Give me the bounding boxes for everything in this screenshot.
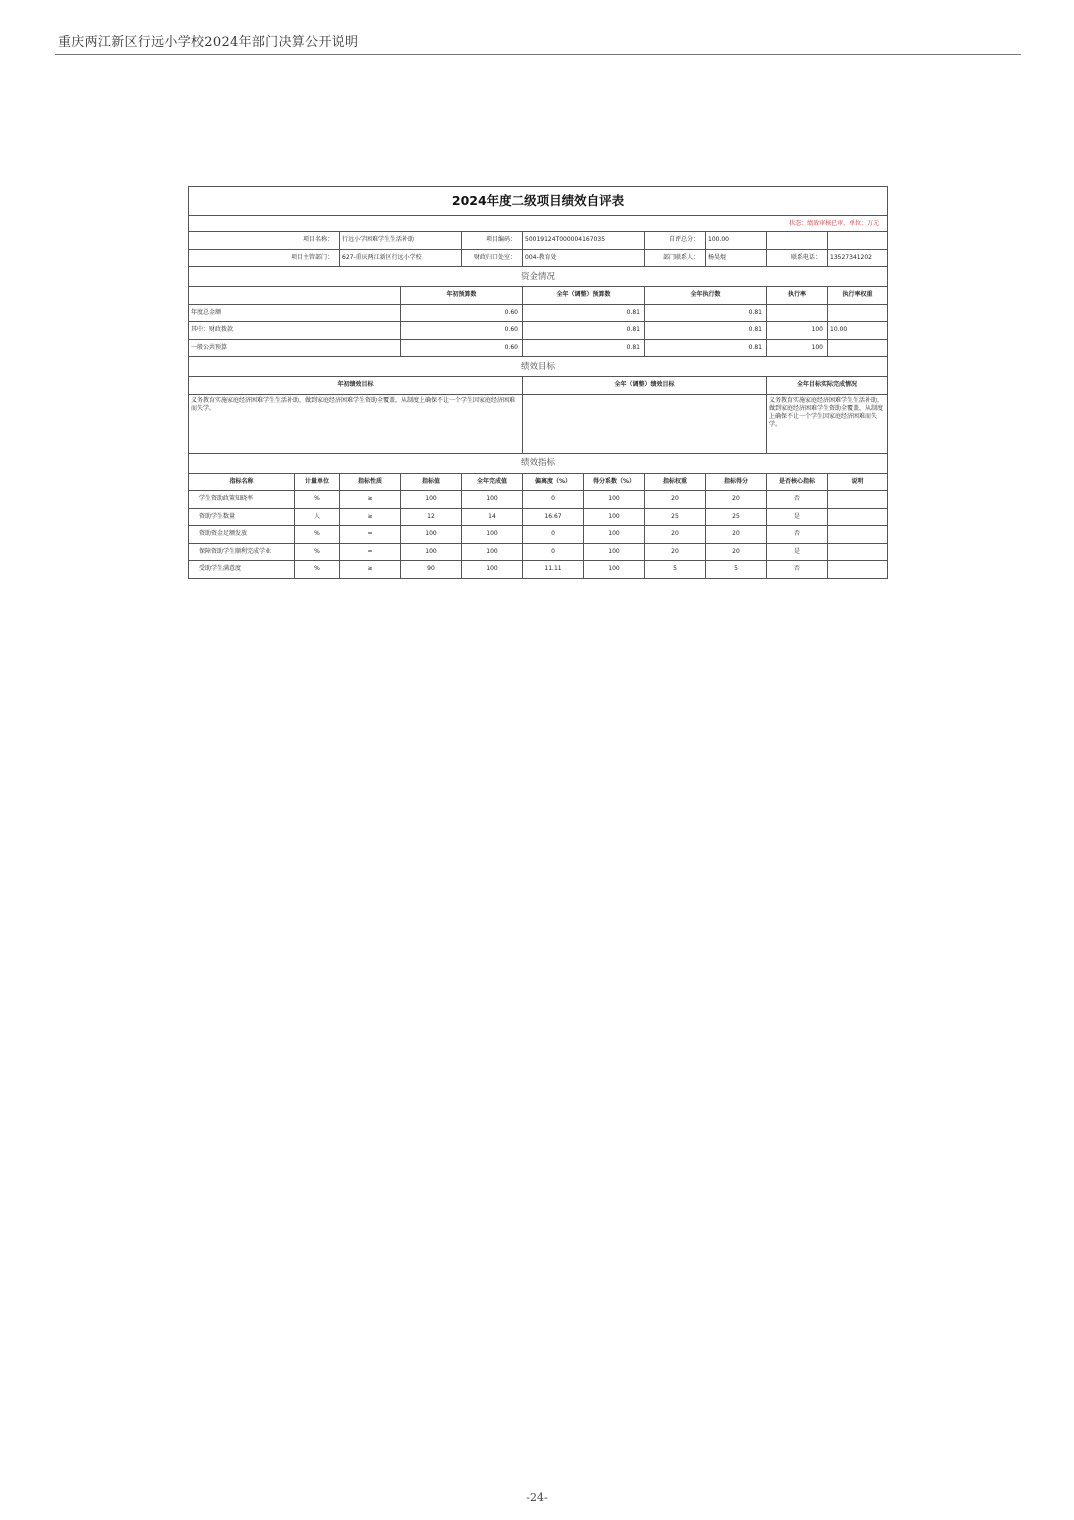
- goals-content-row: [189, 394, 888, 453]
- score-label: 自评总分：: [645, 232, 706, 250]
- indicator-nature: ≥: [340, 491, 401, 509]
- empty-cell: [767, 232, 828, 250]
- ind-col-target: 指标值: [401, 473, 462, 491]
- indicator-weight: 25: [645, 508, 706, 526]
- indicator-core: 否: [767, 526, 828, 544]
- funds-weight: 10.00: [828, 322, 888, 340]
- indicator-nature: ≥: [340, 508, 401, 526]
- indicator-actual: 100: [462, 491, 523, 509]
- indicator-deviation: 0: [523, 526, 584, 544]
- funds-adjusted: 0.81: [523, 304, 645, 322]
- project-name-value: 行远小学困难学生生活补助: [340, 232, 462, 250]
- indicator-target: 100: [401, 526, 462, 544]
- indicator-core: 否: [767, 561, 828, 579]
- indicator-deviation: 16.67: [523, 508, 584, 526]
- funds-row: [189, 339, 888, 357]
- goals-col-actual: 全年目标实际完成情况: [767, 377, 888, 395]
- funds-col-adjusted: 全年（调整）预算数: [523, 287, 645, 305]
- funds-col-executed: 全年执行数: [645, 287, 767, 305]
- empty-cell: [828, 232, 888, 250]
- funds-weight: [828, 304, 888, 322]
- indicator-score: 20: [706, 526, 767, 544]
- indicator-note: [828, 491, 888, 509]
- phone-label: 联系电话：: [767, 249, 828, 267]
- indicator-name: 资助学生数量: [189, 508, 295, 526]
- indicator-target: 100: [401, 543, 462, 561]
- indicator-actual: 100: [462, 526, 523, 544]
- indicator-name: 学生资助政策知晓率: [189, 491, 295, 509]
- ind-col-weight: 指标权重: [645, 473, 706, 491]
- indicator-weight: 5: [645, 561, 706, 579]
- dept-value: 627-重庆两江新区行远小学校: [340, 249, 462, 267]
- funds-rate: 100: [767, 339, 828, 357]
- funds-weight: [828, 339, 888, 357]
- page-number: -24-: [526, 1491, 548, 1504]
- indicator-name: 保障资助学生顺利完成学业: [189, 543, 295, 561]
- funds-col-rate: 执行率: [767, 287, 828, 305]
- page-header: 重庆两江新区行远小学校2024年部门决算公开说明: [58, 35, 359, 50]
- funds-col-initial: 年初预算数: [401, 287, 523, 305]
- indicator-row: [189, 526, 888, 544]
- indicator-deviation: 0: [523, 543, 584, 561]
- indicator-target: 12: [401, 508, 462, 526]
- ind-col-unit: 计量单位: [295, 473, 340, 491]
- funds-executed: 0.81: [645, 322, 767, 340]
- goals-col-adjusted: 全年（调整）绩效目标: [523, 377, 767, 395]
- office-value: 004-教育处: [523, 249, 645, 267]
- indicator-coef: 100: [584, 543, 645, 561]
- goals-section-header: 绩效目标: [189, 357, 888, 377]
- funds-rate: 100: [767, 322, 828, 340]
- indicator-nature: =: [340, 526, 401, 544]
- indicator-coef: 100: [584, 491, 645, 509]
- indicator-core: 否: [767, 491, 828, 509]
- indicator-score: 20: [706, 491, 767, 509]
- ind-col-name: 指标名称: [189, 473, 295, 491]
- indicator-note: [828, 508, 888, 526]
- indicator-row: [189, 543, 888, 561]
- indicator-note: [828, 543, 888, 561]
- indicator-deviation: 11.11: [523, 561, 584, 579]
- indicator-unit: %: [295, 561, 340, 579]
- indicator-target: 100: [401, 491, 462, 509]
- funds-row-name: 一般公共预算: [189, 339, 401, 357]
- ind-col-deviation: 偏离度（%）: [523, 473, 584, 491]
- funds-adjusted: 0.81: [523, 322, 645, 340]
- project-code-label: 项目编码：: [462, 232, 523, 250]
- goals-col-initial: 年初绩效目标: [189, 377, 523, 395]
- funds-row: [189, 304, 888, 322]
- empty-cell: [189, 287, 401, 305]
- indicator-weight: 20: [645, 491, 706, 509]
- indicator-core: 是: [767, 508, 828, 526]
- indicator-row: [189, 561, 888, 579]
- indicator-row: [189, 491, 888, 509]
- project-name-label: 项目名称：: [189, 232, 340, 250]
- funds-adjusted: 0.81: [523, 339, 645, 357]
- indicator-target: 90: [401, 561, 462, 579]
- funds-row-name: 其中：财政拨款: [189, 322, 401, 340]
- indicators-header-row: [189, 473, 888, 491]
- header-divider: [55, 54, 1021, 55]
- project-info-row-2: [189, 249, 888, 267]
- funds-row-name: 年度总金额: [189, 304, 401, 322]
- indicator-unit: %: [295, 491, 340, 509]
- status-line: 状态：绩效审核已审，单位：万元: [189, 216, 888, 232]
- ind-col-core: 是否核心指标: [767, 473, 828, 491]
- indicator-unit: %: [295, 543, 340, 561]
- contact-label: 部门联系人：: [645, 249, 706, 267]
- phone-value: 13527341202: [828, 249, 888, 267]
- indicator-core: 是: [767, 543, 828, 561]
- performance-self-evaluation-table: [188, 186, 888, 579]
- indicator-score: 5: [706, 561, 767, 579]
- ind-col-note: 说明: [828, 473, 888, 491]
- indicator-weight: 20: [645, 526, 706, 544]
- contact-value: 杨昊焜: [706, 249, 767, 267]
- indicator-row: [189, 508, 888, 526]
- goal-initial-text: 义务教育实施家庭经济困难学生生活补助，做到家庭经济困难学生资助全覆盖，从制度上确保不让一个学生因家庭经济困难而失学。: [189, 394, 523, 453]
- indicator-unit: %: [295, 526, 340, 544]
- indicator-coef: 100: [584, 561, 645, 579]
- funds-executed: 0.81: [645, 304, 767, 322]
- ind-col-score: 指标得分: [706, 473, 767, 491]
- funds-col-weight: 执行率权重: [828, 287, 888, 305]
- funds-row: [189, 322, 888, 340]
- indicators-section-header: 绩效指标: [189, 453, 888, 473]
- indicator-actual: 100: [462, 561, 523, 579]
- indicator-nature: =: [340, 543, 401, 561]
- ind-col-actual: 全年完成值: [462, 473, 523, 491]
- indicator-coef: 100: [584, 508, 645, 526]
- indicator-name: 受助学生满意度: [189, 561, 295, 579]
- dept-label: 项目主管部门：: [189, 249, 340, 267]
- indicator-actual: 14: [462, 508, 523, 526]
- funds-initial: 0.60: [401, 304, 523, 322]
- funds-initial: 0.60: [401, 322, 523, 340]
- indicator-nature: ≥: [340, 561, 401, 579]
- indicator-actual: 100: [462, 543, 523, 561]
- office-label: 财政归口处室：: [462, 249, 523, 267]
- indicator-score: 20: [706, 543, 767, 561]
- ind-col-nature: 指标性质: [340, 473, 401, 491]
- score-value: 100.00: [706, 232, 767, 250]
- indicator-score: 25: [706, 508, 767, 526]
- funds-rate: [767, 304, 828, 322]
- goals-header-row: [189, 377, 888, 395]
- funds-initial: 0.60: [401, 339, 523, 357]
- indicator-deviation: 0: [523, 491, 584, 509]
- indicator-weight: 20: [645, 543, 706, 561]
- funds-header-row: [189, 287, 888, 305]
- goal-actual-text: 义务教育实施家庭经济困难学生生活补助，做到家庭经济困难学生资助全覆盖，从制度上确保不让一个学生因家庭经济困难而失学。: [767, 394, 888, 453]
- ind-col-coef: 得分系数（%）: [584, 473, 645, 491]
- indicator-note: [828, 561, 888, 579]
- goal-adjusted-text: [523, 394, 767, 453]
- funds-executed: 0.81: [645, 339, 767, 357]
- funds-section-header: 资金情况: [189, 267, 888, 287]
- indicator-note: [828, 526, 888, 544]
- project-code-value: 50019124T000004167035: [523, 232, 645, 250]
- indicator-coef: 100: [584, 526, 645, 544]
- form-title: 2024年度二级项目绩效自评表: [189, 187, 888, 216]
- indicator-name: 资助资金足额发放: [189, 526, 295, 544]
- indicator-unit: 人: [295, 508, 340, 526]
- project-info-row-1: [189, 232, 888, 250]
